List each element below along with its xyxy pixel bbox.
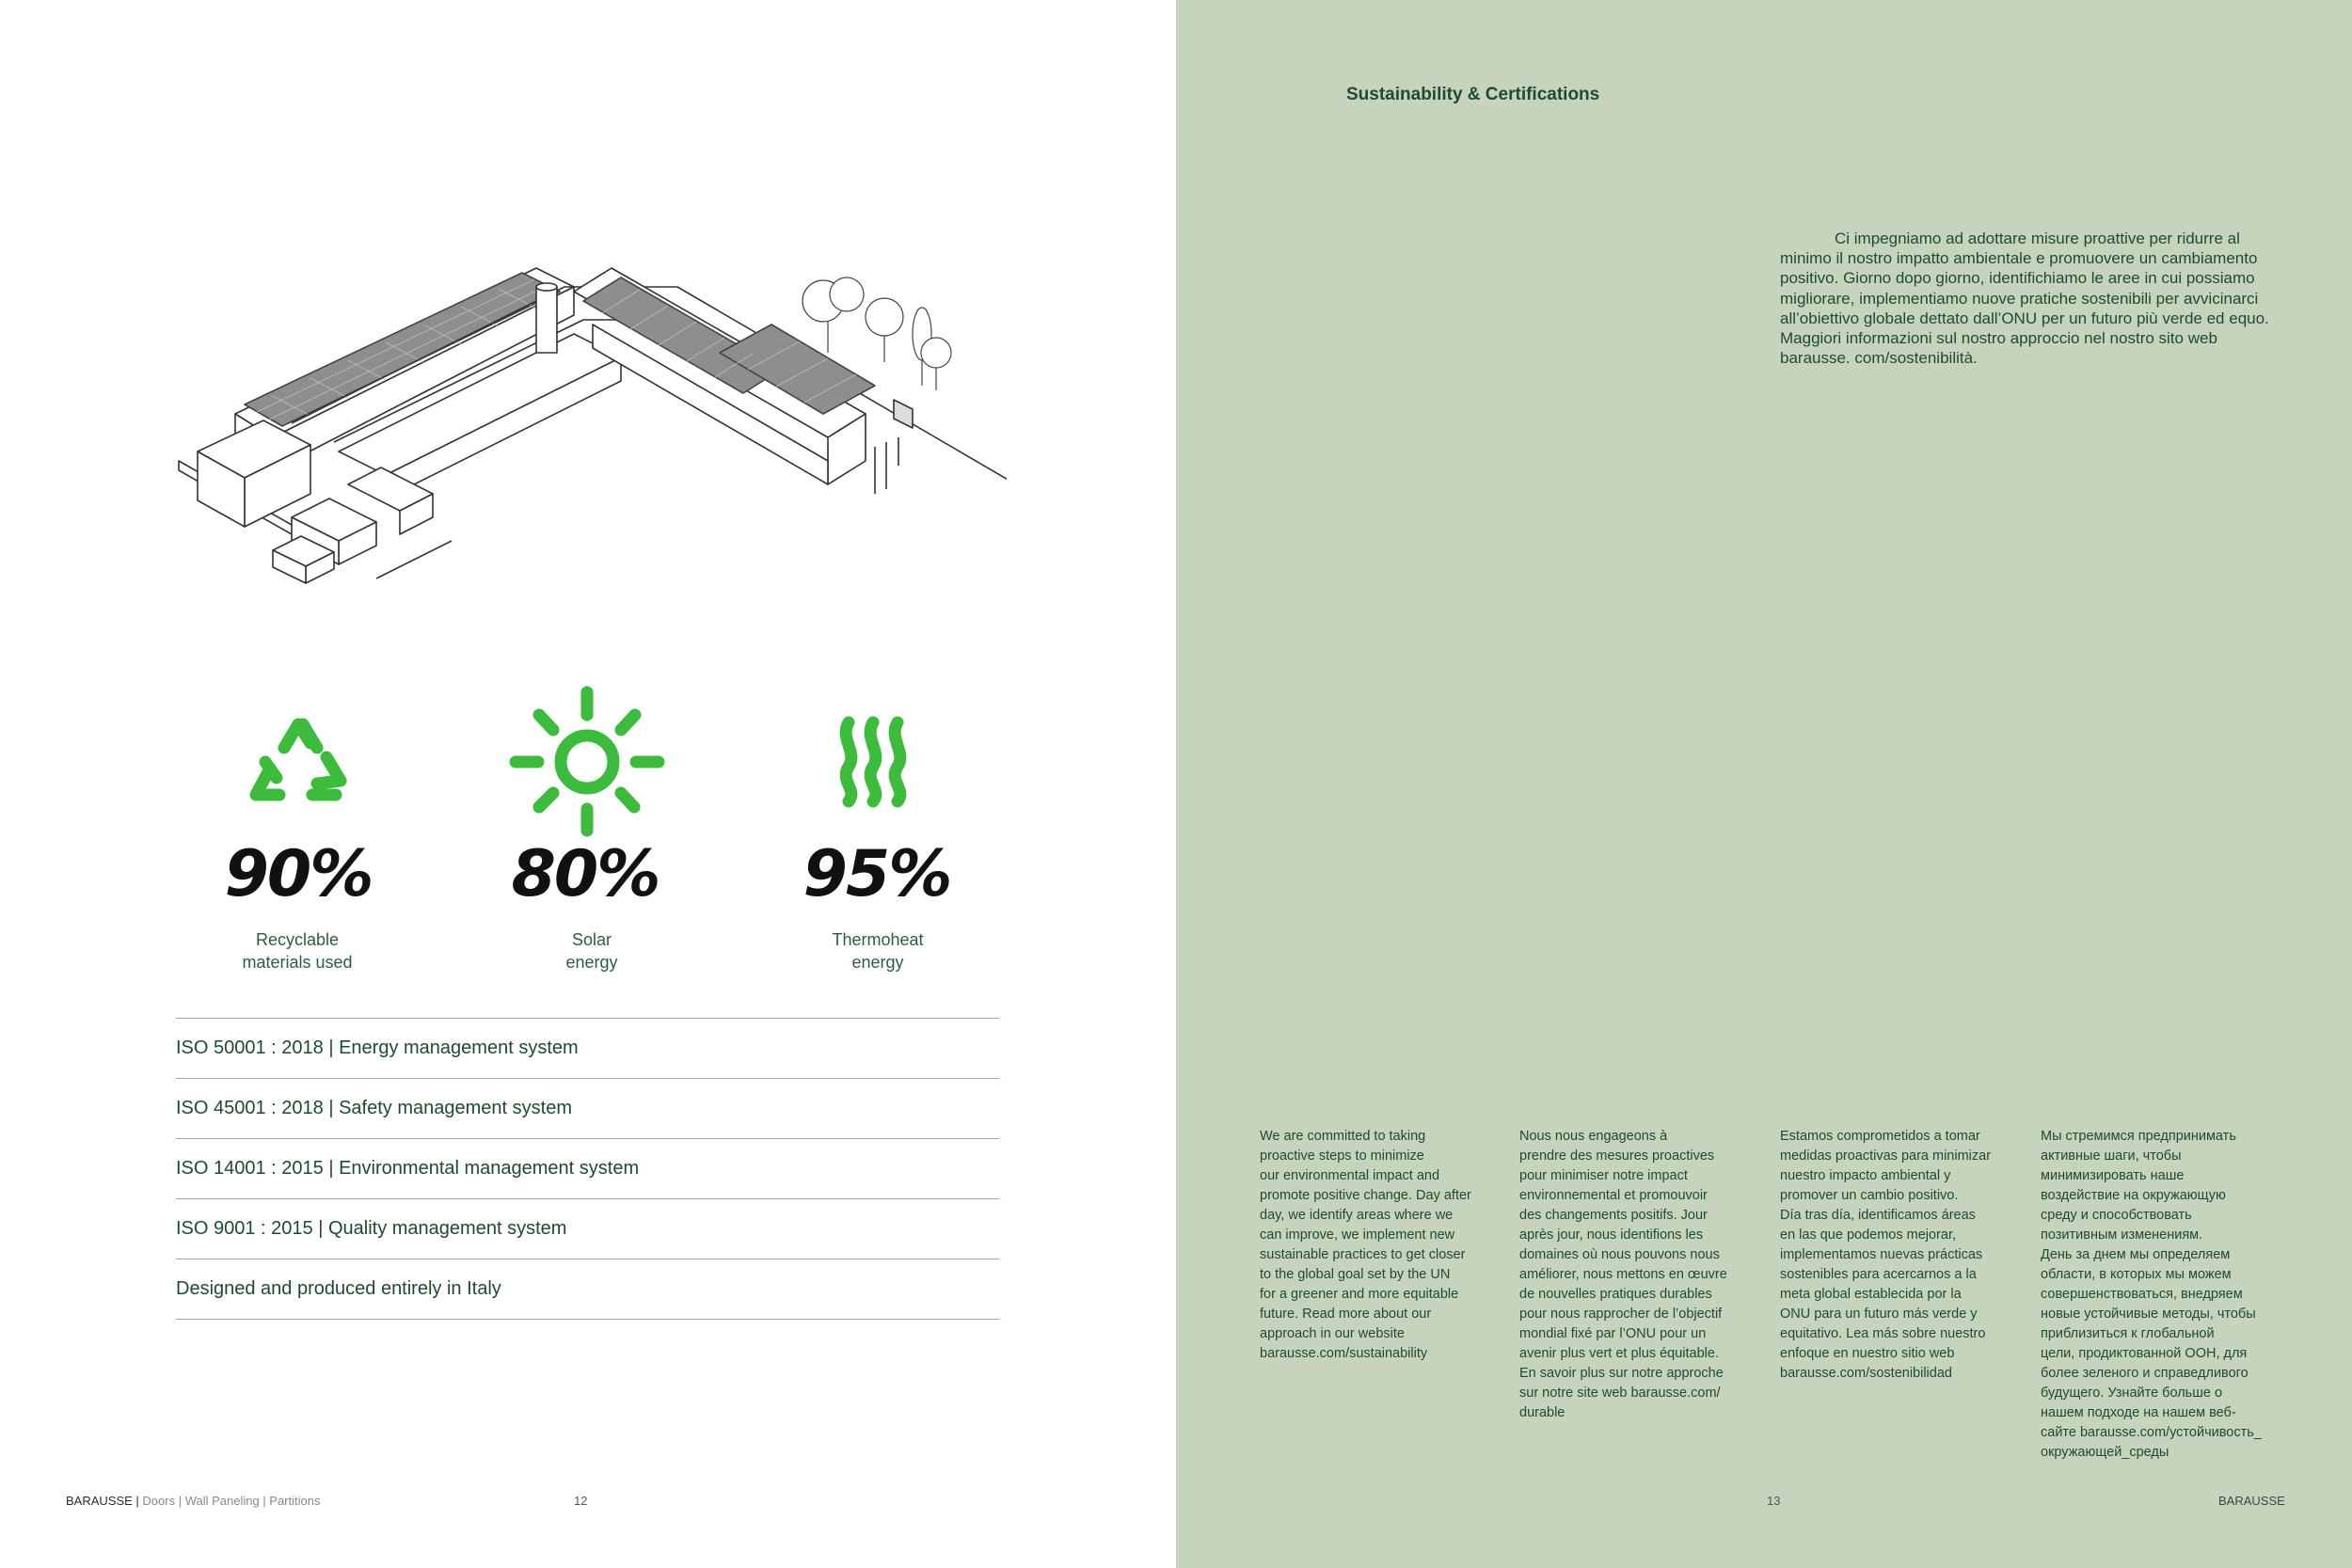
footer-brand-right: BARAUSSE xyxy=(2218,1494,2285,1508)
text-column-french: Nous nous engageons à prendre des mesures proactives pour minimiser notre impact environnemental et promouvoir des changements positifs. Jour après jour, nous identifions les domaines où nous pouvons nous améliorer, nous mettons en œuvre de nouvelles pratiques durables pour nous rapprocher de l’objectif mondial fixé par l’ONU pour un avenir plus vert et plus équitable. En savoir plus sur notre approche sur notre site web barausse.com/ durable xyxy=(1519,1129,1727,1420)
stat-value-thermoheat: 95% xyxy=(803,837,951,911)
text-column-russian: Мы стремимся предпринимать активные шаги, чтобы минимизировать наше воздействие на окружающую среду и способствовать позитивным изменениям. День за днем мы определяем области, в которых мы можем совершенствоваться, внедряем новые устойчивые методы, чтобы приблизиться к глобальной цели, продиктованной ООН, для более зеленого и справедливого будущего. Узнайте больше о нашем подходе на нашем веб- сайте barausse.com/устойчивость_ окружающей_среды xyxy=(2041,1129,2262,1460)
stat-label-recyclable: Recyclable materials used xyxy=(242,930,353,972)
recycle-icon xyxy=(246,710,350,814)
section-title: Sustainability & Certifications xyxy=(1346,85,1600,104)
cert-item: Designed and produced entirely in Italy xyxy=(176,1259,999,1320)
footer-left xyxy=(66,1494,321,1508)
stat-label-thermoheat: Thermoheat energy xyxy=(832,930,924,972)
stat-value-recyclable: 90% xyxy=(224,837,373,911)
intro-text-italian: Ci impegniamo ad adottare misure proattive per ridurre al minimo il nostro impatto ambientale e promuovere un cambiamento positivo. Giorno dopo giorno, identifichiamo le aree in cui possiamo migliorare, implementiamo nuove pratiche sostenibili per avvicinarci all’obiettivo globale dettato dall’ONU per un futuro più verde ed equo. Maggiori informazioni sul nostro approccio nel nostro sito web barausse. com/sostenibilità. xyxy=(1780,230,2269,368)
footer-brand: BARAUSSE xyxy=(66,1494,133,1508)
cert-item: ISO 14001 : 2015 | Environmental management system xyxy=(176,1139,999,1199)
cert-item: ISO 45001 : 2018 | Safety management system xyxy=(176,1079,999,1139)
footer-separator: | xyxy=(132,1494,143,1508)
cert-item: ISO 9001 : 2015 | Quality management system xyxy=(176,1199,999,1259)
heat-waves-icon xyxy=(835,715,911,809)
cert-item: ISO 50001 : 2018 | Energy management system xyxy=(176,1019,999,1079)
text-column-english: We are committed to taking proactive steps to minimize our environmental impact and promote positive change. Day after day, we identify areas where we can improve, we implement new sustainable practices to get closer to the global goal set by the UN for a greener and more equitable future. Read more about our approach in our website barausse.com/sustainability xyxy=(1260,1129,1471,1361)
footer-subtitle: Doors | Wall Paneling | Partitions xyxy=(142,1494,321,1508)
factory-illustration xyxy=(169,212,1007,597)
text-column-spanish: Estamos comprometidos a tomar medidas proactivas para minimizar nuestro impacto ambiental y promover un cambio positivo. Día tras día, identificamos áreas en las que podemos mejorar, implementamos nuevas prácticas sostenibles para acercarnos a la meta global establecida por la ONU para un futuro más verde y equitativo. Lea más sobre nuestro enfoque en nuestro sitio web barausse.com/sostenibilidad xyxy=(1780,1129,1992,1381)
stat-label-solar: Solar energy xyxy=(565,930,618,972)
sun-icon xyxy=(508,685,666,840)
certifications-list xyxy=(176,1018,999,1320)
stat-value-solar: 80% xyxy=(511,837,660,911)
page-number-right: 13 xyxy=(1767,1494,1781,1508)
page-number-left: 12 xyxy=(574,1494,588,1508)
